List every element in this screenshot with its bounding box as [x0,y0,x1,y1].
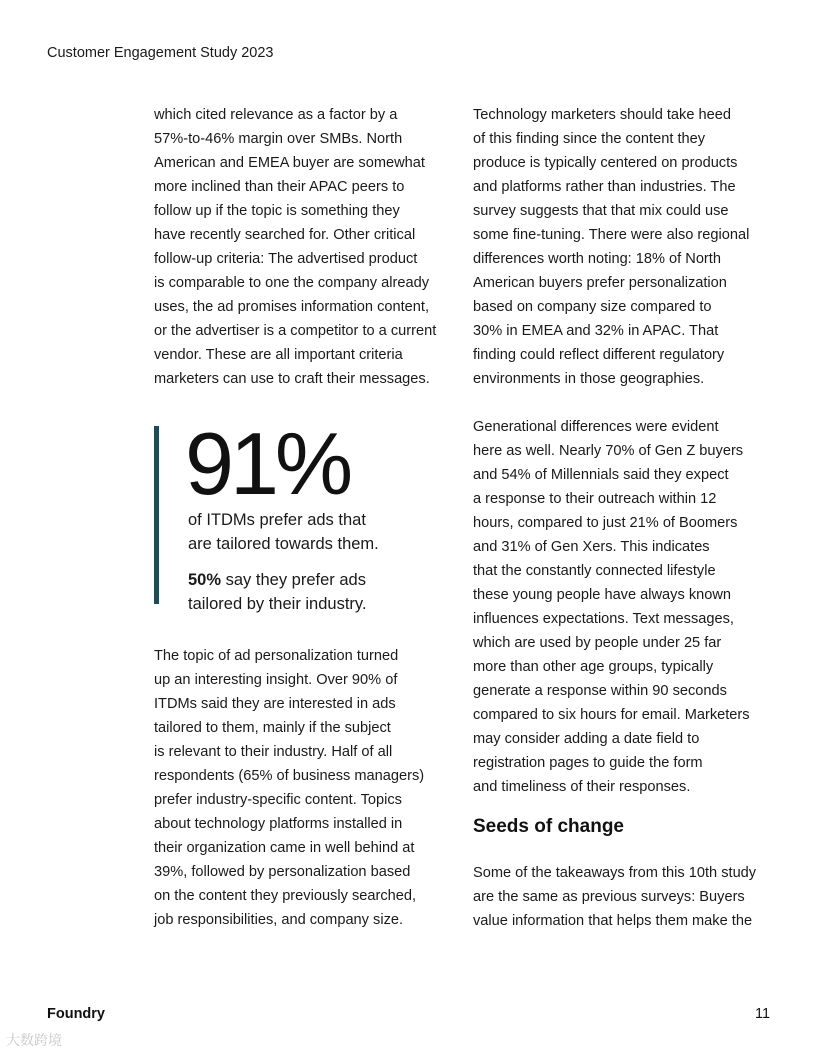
text-line: American and EMEA buyer are somewhat [154,155,425,171]
callout-substat [188,568,379,616]
callout-substat-line: tailored by their industry. [188,595,367,613]
text-line: American buyers prefer personalization [473,275,727,291]
callout-stat-value: 91% [185,414,350,513]
text-line: influences expectations. Text messages, [473,611,734,627]
text-line: that the constantly connected lifestyle [473,563,716,579]
text-line: is relevant to their industry. Half of all [154,744,393,760]
left-paragraph-1 [154,103,454,391]
text-line: here as well. Nearly 70% of Gen Z buyers [473,443,744,459]
text-line: compared to six hours for email. Marketers [473,707,750,723]
text-line: on the content they previously searched, [154,888,417,904]
text-line: more than other age groups, typically [473,659,714,675]
text-line: may consider adding a date field to [473,731,700,747]
section-heading: Seeds of change [473,816,624,837]
text-line: some fine-tuning. There were also regional [473,227,750,243]
text-line: finding could reflect different regulatory [473,347,725,363]
text-line: Technology marketers should take heed [473,107,731,123]
text-line: Generational differences were evident [473,419,719,435]
document-header-title: Customer Engagement Study 2023 [47,45,274,61]
text-line: a response to their outreach within 12 [473,491,717,507]
text-line: about technology platforms installed in [154,816,403,832]
text-line: The topic of ad personalization turned [154,648,399,664]
text-line: follow up if the topic is something they [154,203,400,219]
footer-brand-logo: Foundry [47,1006,105,1022]
text-line: ITDMs said they are interested in ads [154,696,396,712]
right-column [473,103,773,933]
text-line: generate a response within 90 seconds [473,683,727,699]
text-line: is comparable to one the company already [154,275,430,291]
text-line: produce is typically centered on products [473,155,738,171]
text-line: which cited relevance as a factor by a [154,107,398,123]
text-line: hours, compared to just 21% of Boomers [473,515,738,531]
text-line: and timeliness of their responses. [473,779,691,795]
text-line: respondents (65% of business managers) [154,768,425,784]
right-paragraph-1 [473,103,773,391]
right-paragraph-3 [473,861,773,933]
right-paragraph-2 [473,415,773,799]
watermark-text: 大数跨境 [6,1032,62,1048]
text-line: and 31% of Gen Xers. This indicates [473,539,710,555]
text-line: and platforms rather than industries. The [473,179,736,195]
text-line: vendor. These are all important criteria [154,347,403,363]
text-line: Some of the takeaways from this 10th study [473,865,757,881]
callout-desc-line: are tailored towards them. [188,535,379,553]
text-line: survey suggests that that mix could use [473,203,729,219]
text-line: have recently searched for. Other critical [154,227,416,243]
text-line: these young people have always known [473,587,731,603]
text-line: prefer industry-specific content. Topics [154,792,402,808]
text-line: environments in those geographies. [473,371,705,387]
text-line: or the advertiser is a competitor to a current [154,323,437,339]
text-line: tailored to them, mainly if the subject [154,720,391,736]
callout-substat-text: say they prefer ads [221,571,366,589]
text-line: registration pages to guide the form [473,755,703,771]
text-line: differences worth noting: 18% of North [473,251,721,267]
callout-accent-bar [154,426,159,604]
callout-description [188,508,379,616]
text-line: follow-up criteria: The advertised product [154,251,418,267]
page-number: 11 [755,1006,771,1022]
callout-substat-value: 50% [188,571,222,589]
text-line: 39%, followed by personalization based [154,864,411,880]
stat-callout [154,414,454,613]
text-line: their organization came in well behind at [154,840,415,856]
text-line: 57%-to-46% margin over SMBs. North [154,131,403,147]
text-line: up an interesting insight. Over 90% of [154,672,398,688]
left-paragraph-2 [154,644,454,932]
text-line: marketers can use to craft their messages. [154,371,430,387]
text-line: more inclined than their APAC peers to [154,179,405,195]
text-line: 30% in EMEA and 32% in APAC. That [473,323,719,339]
text-line: job responsibilities, and company size. [154,912,404,928]
text-line: of this finding since the content they [473,131,706,147]
text-line: uses, the ad promises information content, [154,299,429,315]
text-line: based on company size compared to [473,299,712,315]
text-line: are the same as previous surveys: Buyers [473,889,745,905]
text-line: which are used by people under 25 far [473,635,722,651]
text-line: value information that helps them make the [473,913,753,929]
callout-desc-line: of ITDMs prefer ads that [188,511,366,529]
text-line: and 54% of Millennials said they expect [473,467,729,483]
left-column [154,103,454,932]
